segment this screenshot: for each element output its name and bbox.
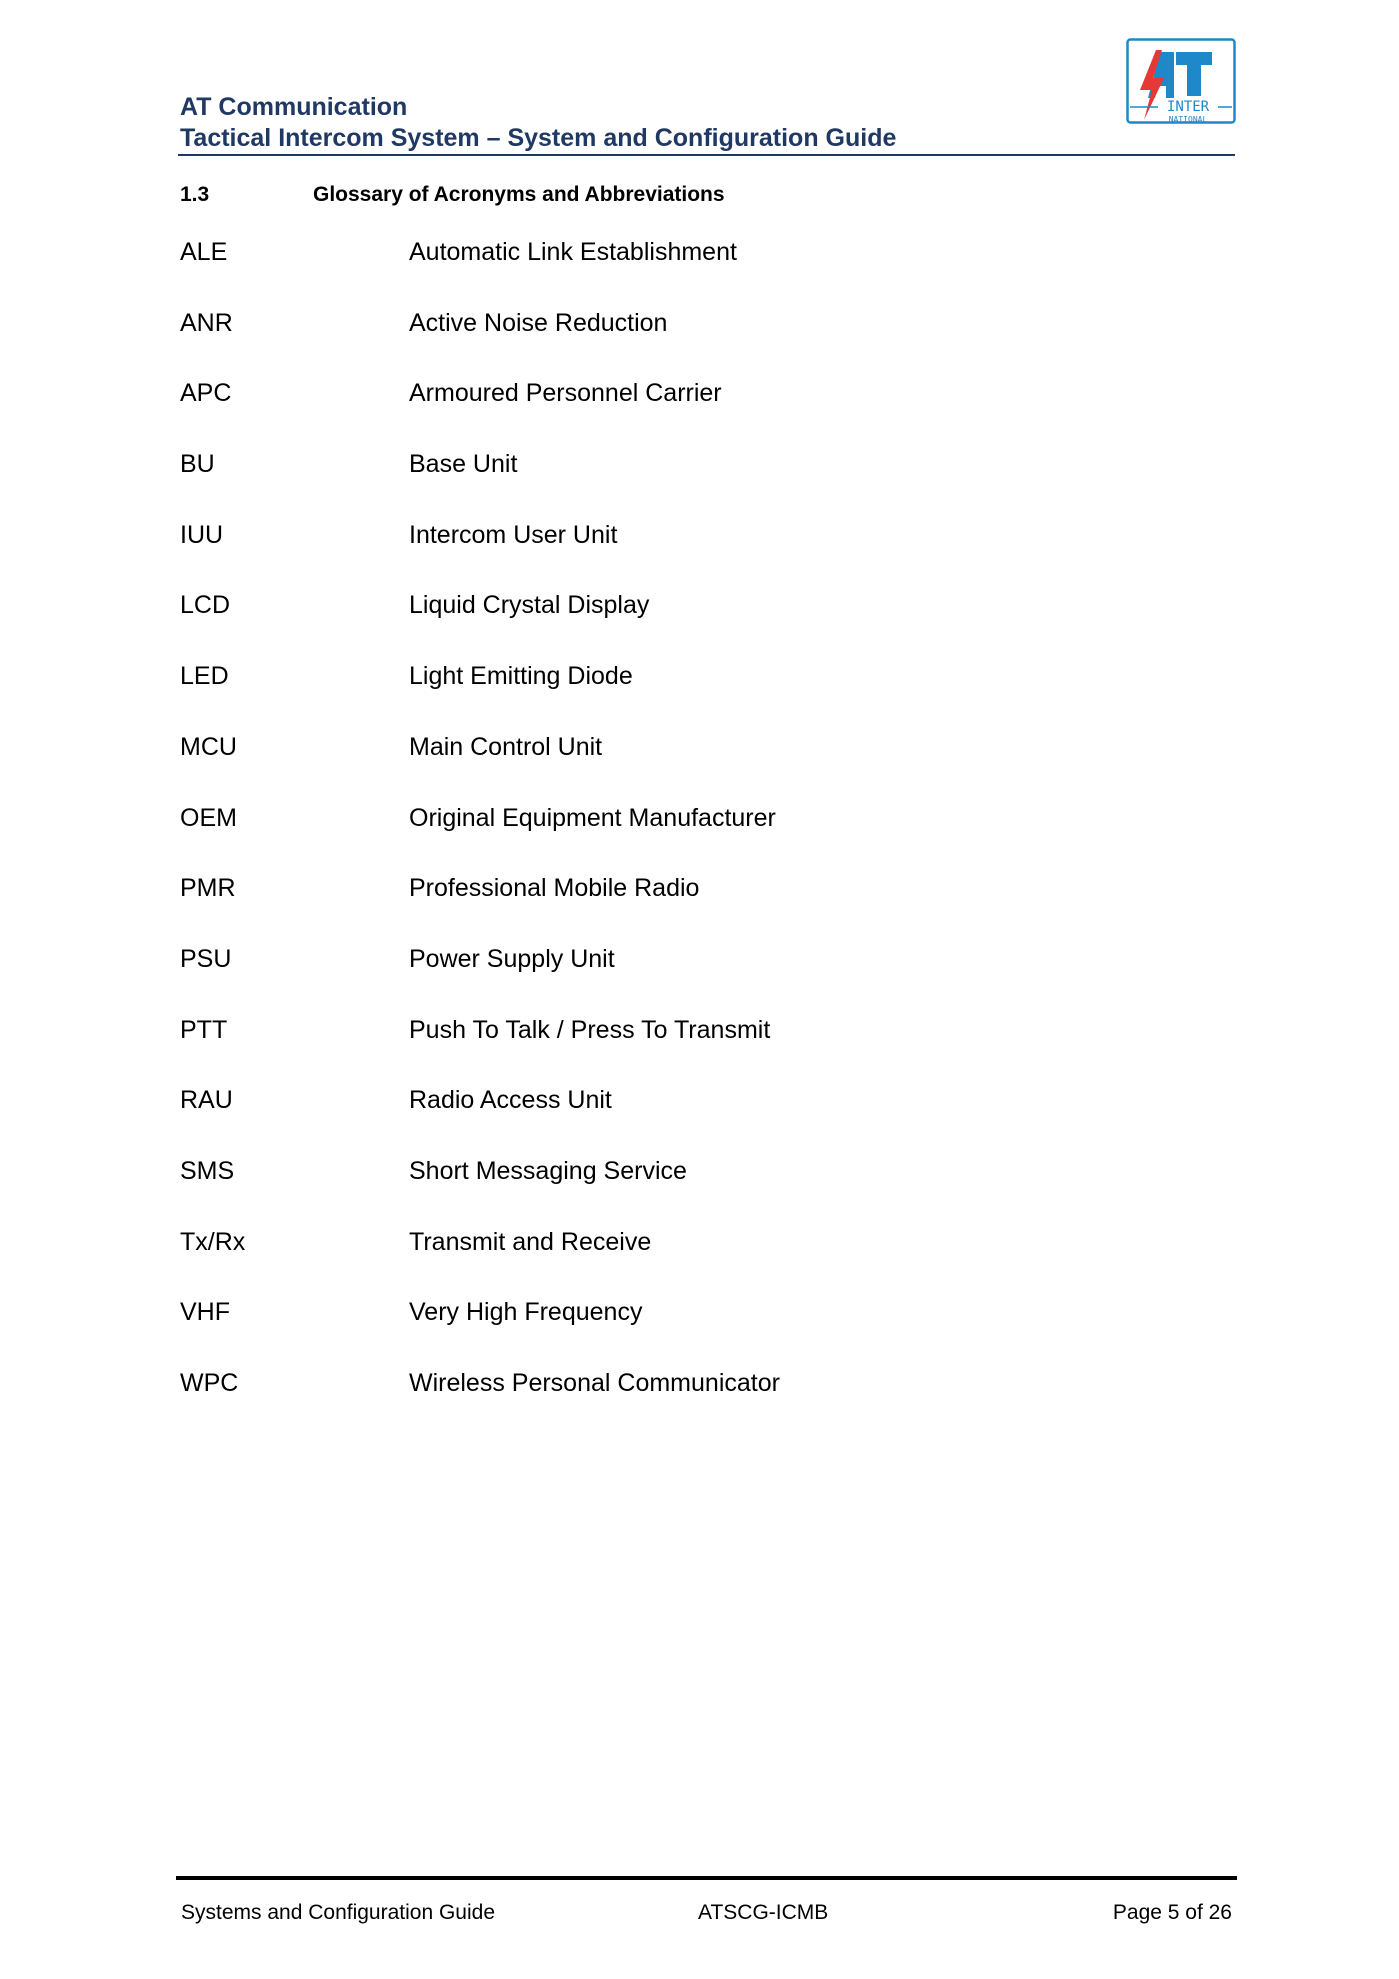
glossary-definition: Active Noise Reduction [409, 308, 668, 337]
glossary-term: APC [180, 379, 232, 408]
glossary-term: ALE [180, 238, 228, 266]
glossary-definition: Automatic Link Establishment [409, 238, 737, 266]
glossary-term: LED [180, 662, 229, 691]
glossary-term: VHF [180, 1298, 230, 1327]
at-international-logo [1126, 38, 1236, 128]
glossary-term: BU [180, 450, 215, 479]
logo-subtext: NATIONAL [1168, 115, 1208, 124]
glossary-term: RAU [180, 1086, 233, 1115]
glossary-term: PSU [180, 944, 232, 973]
glossary-row [180, 1155, 1080, 1226]
glossary-row [180, 377, 1080, 448]
section-number: 1.3 [180, 183, 210, 206]
glossary-row [180, 872, 1080, 943]
glossary-row [180, 448, 1080, 519]
glossary-term: Tx/Rx [180, 1227, 246, 1256]
section-title: Glossary of Acronyms and Abbreviations [313, 183, 725, 206]
glossary-row [180, 589, 1080, 660]
glossary-definition: Transmit and Receive [409, 1227, 652, 1256]
glossary-row [180, 802, 1080, 873]
footer-page-number: Page 5 of 26 [1112, 1901, 1232, 1924]
glossary-definition: Base Unit [409, 450, 518, 479]
glossary-row [180, 1226, 1080, 1297]
header-divider [178, 154, 1235, 156]
glossary-row [180, 1367, 1080, 1438]
glossary-term: WPC [180, 1369, 239, 1397]
glossary-row [180, 660, 1080, 731]
glossary-row [180, 943, 1080, 1014]
glossary-list [180, 236, 1080, 1438]
glossary-definition: Intercom User Unit [409, 520, 618, 549]
footer-document-name: Systems and Configuration Guide [181, 1901, 496, 1924]
footer-document-code: ATSCG-ICMB [698, 1901, 829, 1924]
glossary-definition: Light Emitting Diode [409, 662, 633, 691]
glossary-definition: Armoured Personnel Carrier [409, 379, 722, 408]
glossary-row [180, 731, 1080, 802]
glossary-row [180, 236, 1080, 307]
glossary-definition: Radio Access Unit [409, 1086, 612, 1115]
glossary-definition: Main Control Unit [409, 732, 603, 761]
footer-divider [176, 1876, 1237, 1880]
glossary-definition: Push To Talk / Press To Transmit [409, 1015, 771, 1044]
glossary-definition: Original Equipment Manufacturer [409, 803, 776, 832]
glossary-term: IUU [180, 520, 224, 549]
glossary-term: PMR [180, 874, 236, 903]
glossary-row [180, 1084, 1080, 1155]
glossary-definition: Professional Mobile Radio [409, 874, 700, 903]
glossary-row [180, 1296, 1080, 1367]
glossary-definition: Very High Frequency [409, 1298, 643, 1327]
glossary-definition: Wireless Personal Communicator [409, 1369, 780, 1397]
glossary-definition: Short Messaging Service [409, 1156, 687, 1185]
glossary-row [180, 1014, 1080, 1085]
glossary-term: SMS [180, 1156, 235, 1185]
glossary-term: LCD [180, 591, 231, 620]
logo-text: INTER [1166, 99, 1210, 115]
glossary-term: MCU [180, 732, 237, 761]
glossary-row [180, 519, 1080, 590]
glossary-row [180, 307, 1080, 378]
glossary-term: PTT [180, 1015, 228, 1044]
header-document-title: Tactical Intercom System – System and Configuration Guide [180, 124, 897, 152]
glossary-definition: Power Supply Unit [409, 944, 615, 973]
header-organization: AT Communication [180, 93, 408, 121]
glossary-definition: Liquid Crystal Display [409, 591, 650, 620]
glossary-term: OEM [180, 803, 237, 832]
glossary-term: ANR [180, 308, 233, 337]
